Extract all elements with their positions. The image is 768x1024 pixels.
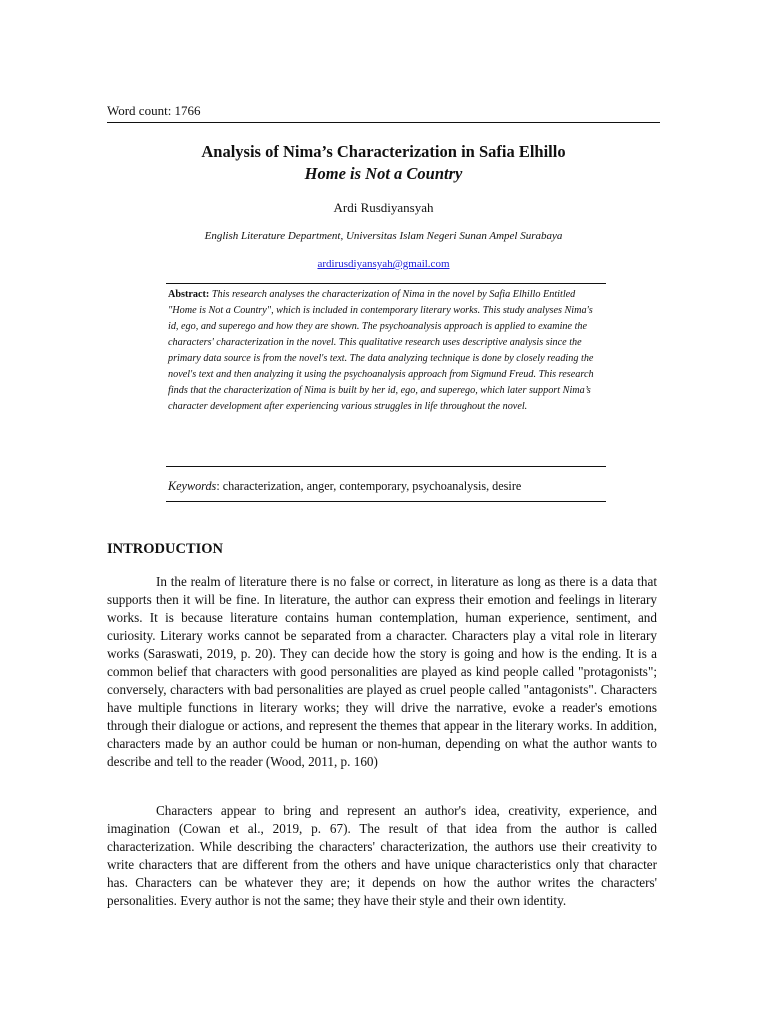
abstract-text: This research analyses the characterization of Nima in the novel by Safia Elhillo Entitled "Home is Not a Country", which is included in contemporary literary works. This study analyses Nima's id, ego, and superego and how they are shown. The psychoanalysis approach is applied to examine the characters' characterization in the novel. This qualitative research uses descriptive analysis since the primary data source is from the novel's text. The data analyzing technique is done by closely reading the novel's text and then analyzing it using the psychoanalysis approach from Sigmund Freud. This research finds that the characterization of Nima is built by her id, ego, and superego, which later support Nima’s character development after experiencing various struggles in life throughout the novel.: [168, 289, 594, 412]
paper-title: Analysis of Nima’s Characterization in Safia Elhillo: [201, 142, 566, 161]
author-affiliation: English Literature Department, Universitas Islam Negeri Sunan Ampel Surabaya: [204, 230, 563, 242]
abstract-rule-bottom: [166, 501, 606, 502]
section-heading-introduction: INTRODUCTION: [107, 541, 224, 557]
abstract-label: Abstract:: [168, 289, 210, 300]
author-name: Ardi Rusdiyansyah: [333, 200, 434, 215]
author-email-link[interactable]: ardirusdiyansyah@gmail.com: [317, 258, 450, 270]
abstract-rule-top: [166, 283, 606, 284]
body-paragraph: In the realm of literature there is no false or correct, in literature as long as there is a data that supports then it will be fine. In literature, the author can express their emotion and feelings in literary works. It is because literature contains human contemplation, human experience, sentiment, and curiosity. Literary works cannot be separated from a character. Characters play a vital role in literary works (Saraswati, 2019, p. 20). They can decide how the story is going and how is the ending. It is a common belief that characters with good personalities are played as kind people called "protagonists"; conversely, characters with bad personalities are played as cruel people called "antagonists". Characters have multiple functions in literary works; they will drive the narrative, evoke a reader's emotions through their dialogue or actions, and represent the themes that appear in the literary works. In addition, characters made by an author could be human or non-human, depending on what the author wants to describe and tell to the reader (Wood, 2011, p. 160): [107, 574, 657, 769]
keywords-label: Keywords: [168, 479, 217, 493]
keywords-text: : characterization, anger, contemporary, psychoanalysis, desire: [216, 479, 522, 493]
abstract-rule-middle: [166, 466, 606, 467]
header-rule: [107, 122, 660, 123]
paper-subtitle: Home is Not a Country: [304, 164, 463, 183]
keywords: [168, 479, 604, 494]
word-count: Word count: 1766: [107, 103, 201, 118]
abstract: [168, 287, 604, 415]
body-paragraph: Characters appear to bring and represent an author's idea, creativity, experience, and imagination (Cowan et al., 2019, p. 67). The result of that idea from the author is called characterization. While describing the characters' characterization, the authors use their creativity to write characters that are different from the others and have unique characteristics only that character has. Characters can be whatever they are; it depends on how the author writes the characters' personalities. Every author is not the same; they have their style and their own identity.: [107, 803, 657, 908]
